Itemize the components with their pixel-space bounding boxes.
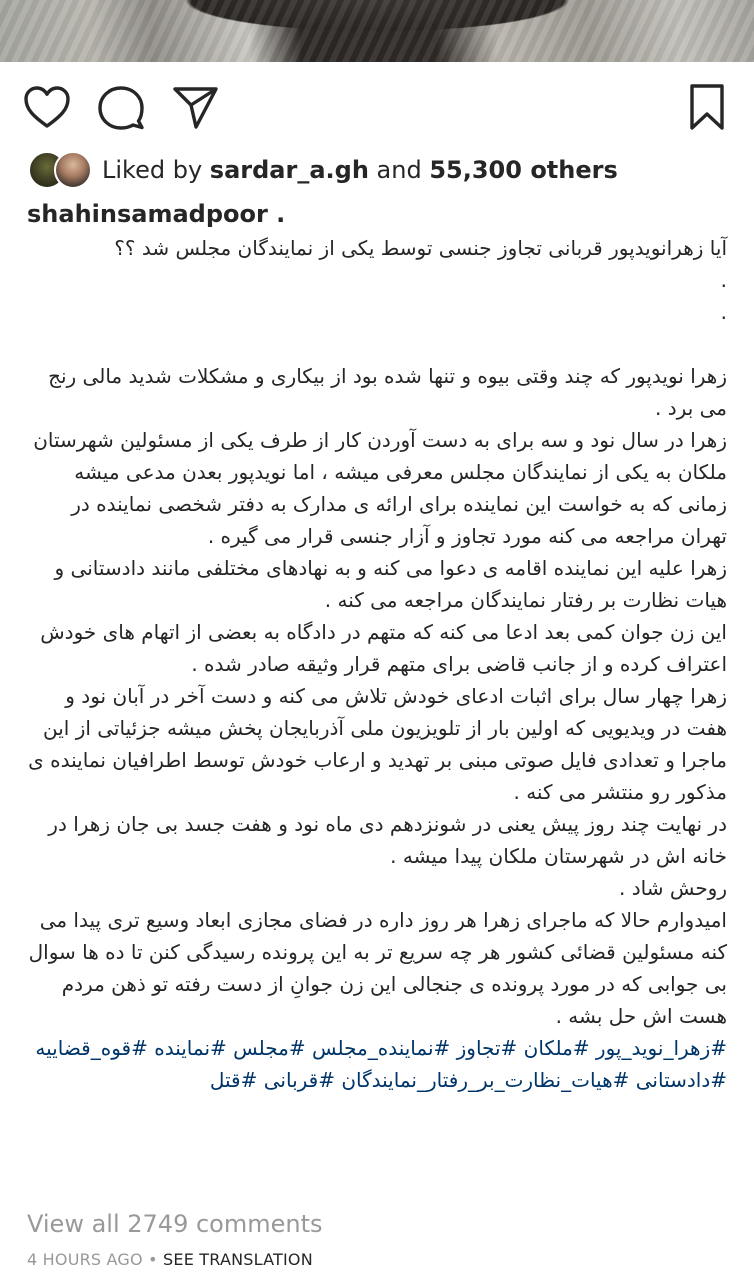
meta-separator: •	[142, 1250, 164, 1269]
caption-paragraph: این زن جوان کمی بعد ادعا می کنه که متهم در دادگاه به بعضی از اتهام های خودش اعتراف کرده و از جانب قاضی برای متهم قرار وثیقه صادر شده .	[40, 620, 727, 676]
caption-title: آیا زهرانویدپور قربانی تجاوز جنسی توسط یکی از نمایندگان مجلس شد ؟؟	[114, 236, 727, 260]
likes-and: and	[376, 156, 422, 184]
caption-paragraph: زهرا علیه این نماینده اقامه ی دعوا می کنه و به نهادهای مختلفی مانند دادستانی و هیات نظارت بر رفتار نمایندگان مراجعه می کنه .	[54, 556, 727, 612]
likes-summary	[28, 150, 618, 190]
caption-dot: .	[720, 268, 727, 292]
post-actions-bar	[0, 80, 754, 136]
paper-plane-icon	[171, 84, 219, 130]
comment-button[interactable]	[94, 80, 148, 134]
share-button[interactable]	[168, 80, 222, 134]
caption-hashtags[interactable]: #زهرا_نوید_پور #ملکان #تجاوز #نماینده_مجلس #مجلس #نماینده #قوه_قضاییه #دادستانی #هیات_نظارت_بر_رفتار_نمایندگان #قربانی #قتل	[35, 1036, 727, 1092]
likes-prefix: Liked by	[102, 156, 203, 184]
caption-paragraph: زهرا در سال نود و سه برای به دست آوردن کار از طرف یکی از مسئولین شهرستان ملکان به یکی از نمایندگان مجلس معرفی میشه ، اما نویدپور بعدن مدعی میشه زمانی که به خواست این نماینده برای ارائه ی مدارک به دفتر شخصی نماینده در تهران مراجعه می کنه مورد تجاوز و آزار جنسی قرار می گیره .	[33, 428, 727, 548]
likes-text[interactable]	[102, 154, 618, 186]
view-all-comments-link[interactable]: View all 2749 comments	[27, 1210, 323, 1238]
caption-spacer	[27, 328, 727, 360]
bookmark-icon	[687, 83, 727, 131]
comment-bubble-icon	[97, 84, 145, 130]
author-username[interactable]: shahinsamadpoor	[27, 200, 268, 228]
post-meta	[27, 1246, 313, 1274]
avatar[interactable]	[54, 151, 92, 189]
liked-by-username[interactable]: sardar_a.gh	[209, 156, 369, 184]
post-image[interactable]	[0, 0, 754, 62]
caption-paragraph: زهرا چهار سال برای اثبات ادعای خودش تلاش می کنه و دست آخر در آبان نود و هفت در ویدیویی که اولین بار از تلویزیون ملی آذربایجان پخش میشه جزئیاتی از این ماجرا و تعدادی فایل صوتی مبنی بر تهدید و ارعاب خودش توسط اطرافیان نماینده ی مذکور رو منتشر می کنه .	[28, 684, 727, 804]
author-suffix: .	[267, 200, 286, 228]
likes-count[interactable]: 55,300 others	[429, 156, 618, 184]
caption-paragraph: امیدوارم حالا که ماجرای زهرا هر روز داره در فضای مجازی ابعاد وسیع تری پیدا می کنه مسئولین قضائی کشور هر چه سریع تر به این پرونده رسیدگی کنن تا ده ها سوال بی جوابی که در مورد پرونده ی جنجالی این زن جوانِ از دست رفته تو ذهن مردم هست اش حل بشه .	[28, 908, 727, 1028]
caption-paragraph: در نهایت چند روز پیش یعنی در شونزدهم دی ماه نود و هفت جسد بی جان زهرا در خانه اش در شهرستان ملکان پیدا میشه .	[48, 812, 727, 868]
see-translation-link[interactable]: SEE TRANSLATION	[163, 1250, 313, 1269]
post-caption	[27, 232, 727, 1096]
caption-dot: .	[720, 300, 727, 324]
post-timestamp: 4 HOURS AGO	[27, 1250, 143, 1269]
save-button[interactable]	[680, 80, 734, 134]
caption-paragraph: روحش شاد .	[618, 876, 727, 900]
heart-icon	[23, 85, 71, 129]
caption-paragraph: زهرا نویدپور که چند وقتی بیوه و تنها شده بود از بیکاری و مشکلات شدید مالی رنج می برد .	[48, 364, 727, 420]
like-button[interactable]	[20, 80, 74, 134]
post-author[interactable]	[27, 198, 285, 230]
liker-avatars	[28, 151, 92, 189]
